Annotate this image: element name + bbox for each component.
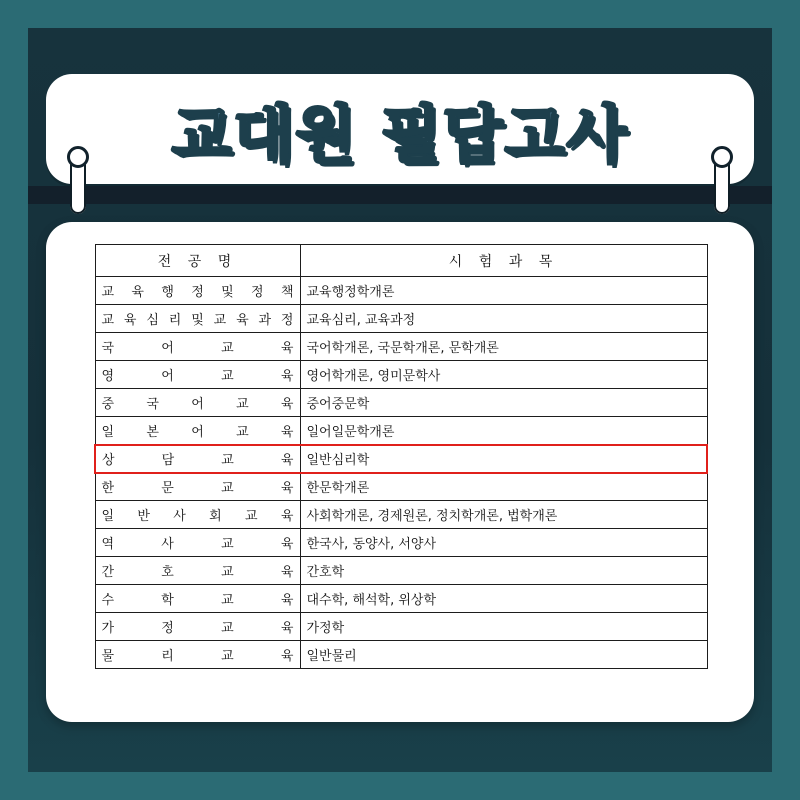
table-row [95,529,707,557]
cell-exam: 일반물리 [300,641,707,669]
cell-exam: 일반심리학 [300,445,707,473]
cell-exam: 영어학개론, 영미문학사 [300,361,707,389]
cell-exam: 한국사, 동양사, 서양사 [300,529,707,557]
table-row [95,333,707,361]
table-row [95,613,707,641]
table-row [95,389,707,417]
column-header-major: 전 공 명 [95,245,300,277]
cell-major: 역 사 교 육 [95,529,300,557]
table-row [95,501,707,529]
hook-cap-left-icon [67,146,89,168]
cell-major: 물 리 교 육 [95,641,300,669]
table-row [95,585,707,613]
cell-major: 한 문 교 육 [95,473,300,501]
cell-major: 영 어 교 육 [95,361,300,389]
column-header-exam: 시 험 과 목 [300,245,707,277]
cell-exam: 한문학개론 [300,473,707,501]
table-row [95,473,707,501]
title-plate [46,74,754,184]
subjects-table [94,244,708,669]
cell-exam: 국어학개론, 국문학개론, 문학개론 [300,333,707,361]
page-title: 교대원 필답고사 [171,97,629,171]
cell-major: 상 담 교 육 [95,445,300,473]
cell-major: 교 육 행 정 및 정 책 [95,277,300,305]
cell-major: 가 정 교 육 [95,613,300,641]
table-row [95,445,707,473]
cell-exam: 대수학, 해석학, 위상학 [300,585,707,613]
cell-major: 교 육 심 리 및 교 육 과 정 [95,305,300,333]
table-row [95,277,707,305]
cell-major: 일 반 사 회 교 육 [95,501,300,529]
cell-major: 간 호 교 육 [95,557,300,585]
cell-exam: 간호학 [300,557,707,585]
cell-exam: 가정학 [300,613,707,641]
table-header-row [95,245,707,277]
cell-exam: 교육심리, 교육과정 [300,305,707,333]
cell-exam: 사회학개론, 경제원론, 정치학개론, 법학개론 [300,501,707,529]
cell-major: 중 국 어 교 육 [95,389,300,417]
hanging-bar [28,186,772,204]
cell-major: 국 어 교 육 [95,333,300,361]
hook-cap-right-icon [711,146,733,168]
table-wrapper [94,244,706,669]
cell-exam: 일어일문학개론 [300,417,707,445]
cell-exam: 중어중문학 [300,389,707,417]
cell-exam: 교육행정학개론 [300,277,707,305]
table-row [95,641,707,669]
table-body [95,277,707,669]
table-row [95,305,707,333]
table-row [95,557,707,585]
table-row [95,417,707,445]
table-row [95,361,707,389]
cell-major: 일 본 어 교 육 [95,417,300,445]
table-head [95,245,707,277]
cell-major: 수 학 교 육 [95,585,300,613]
content-card [46,222,754,722]
